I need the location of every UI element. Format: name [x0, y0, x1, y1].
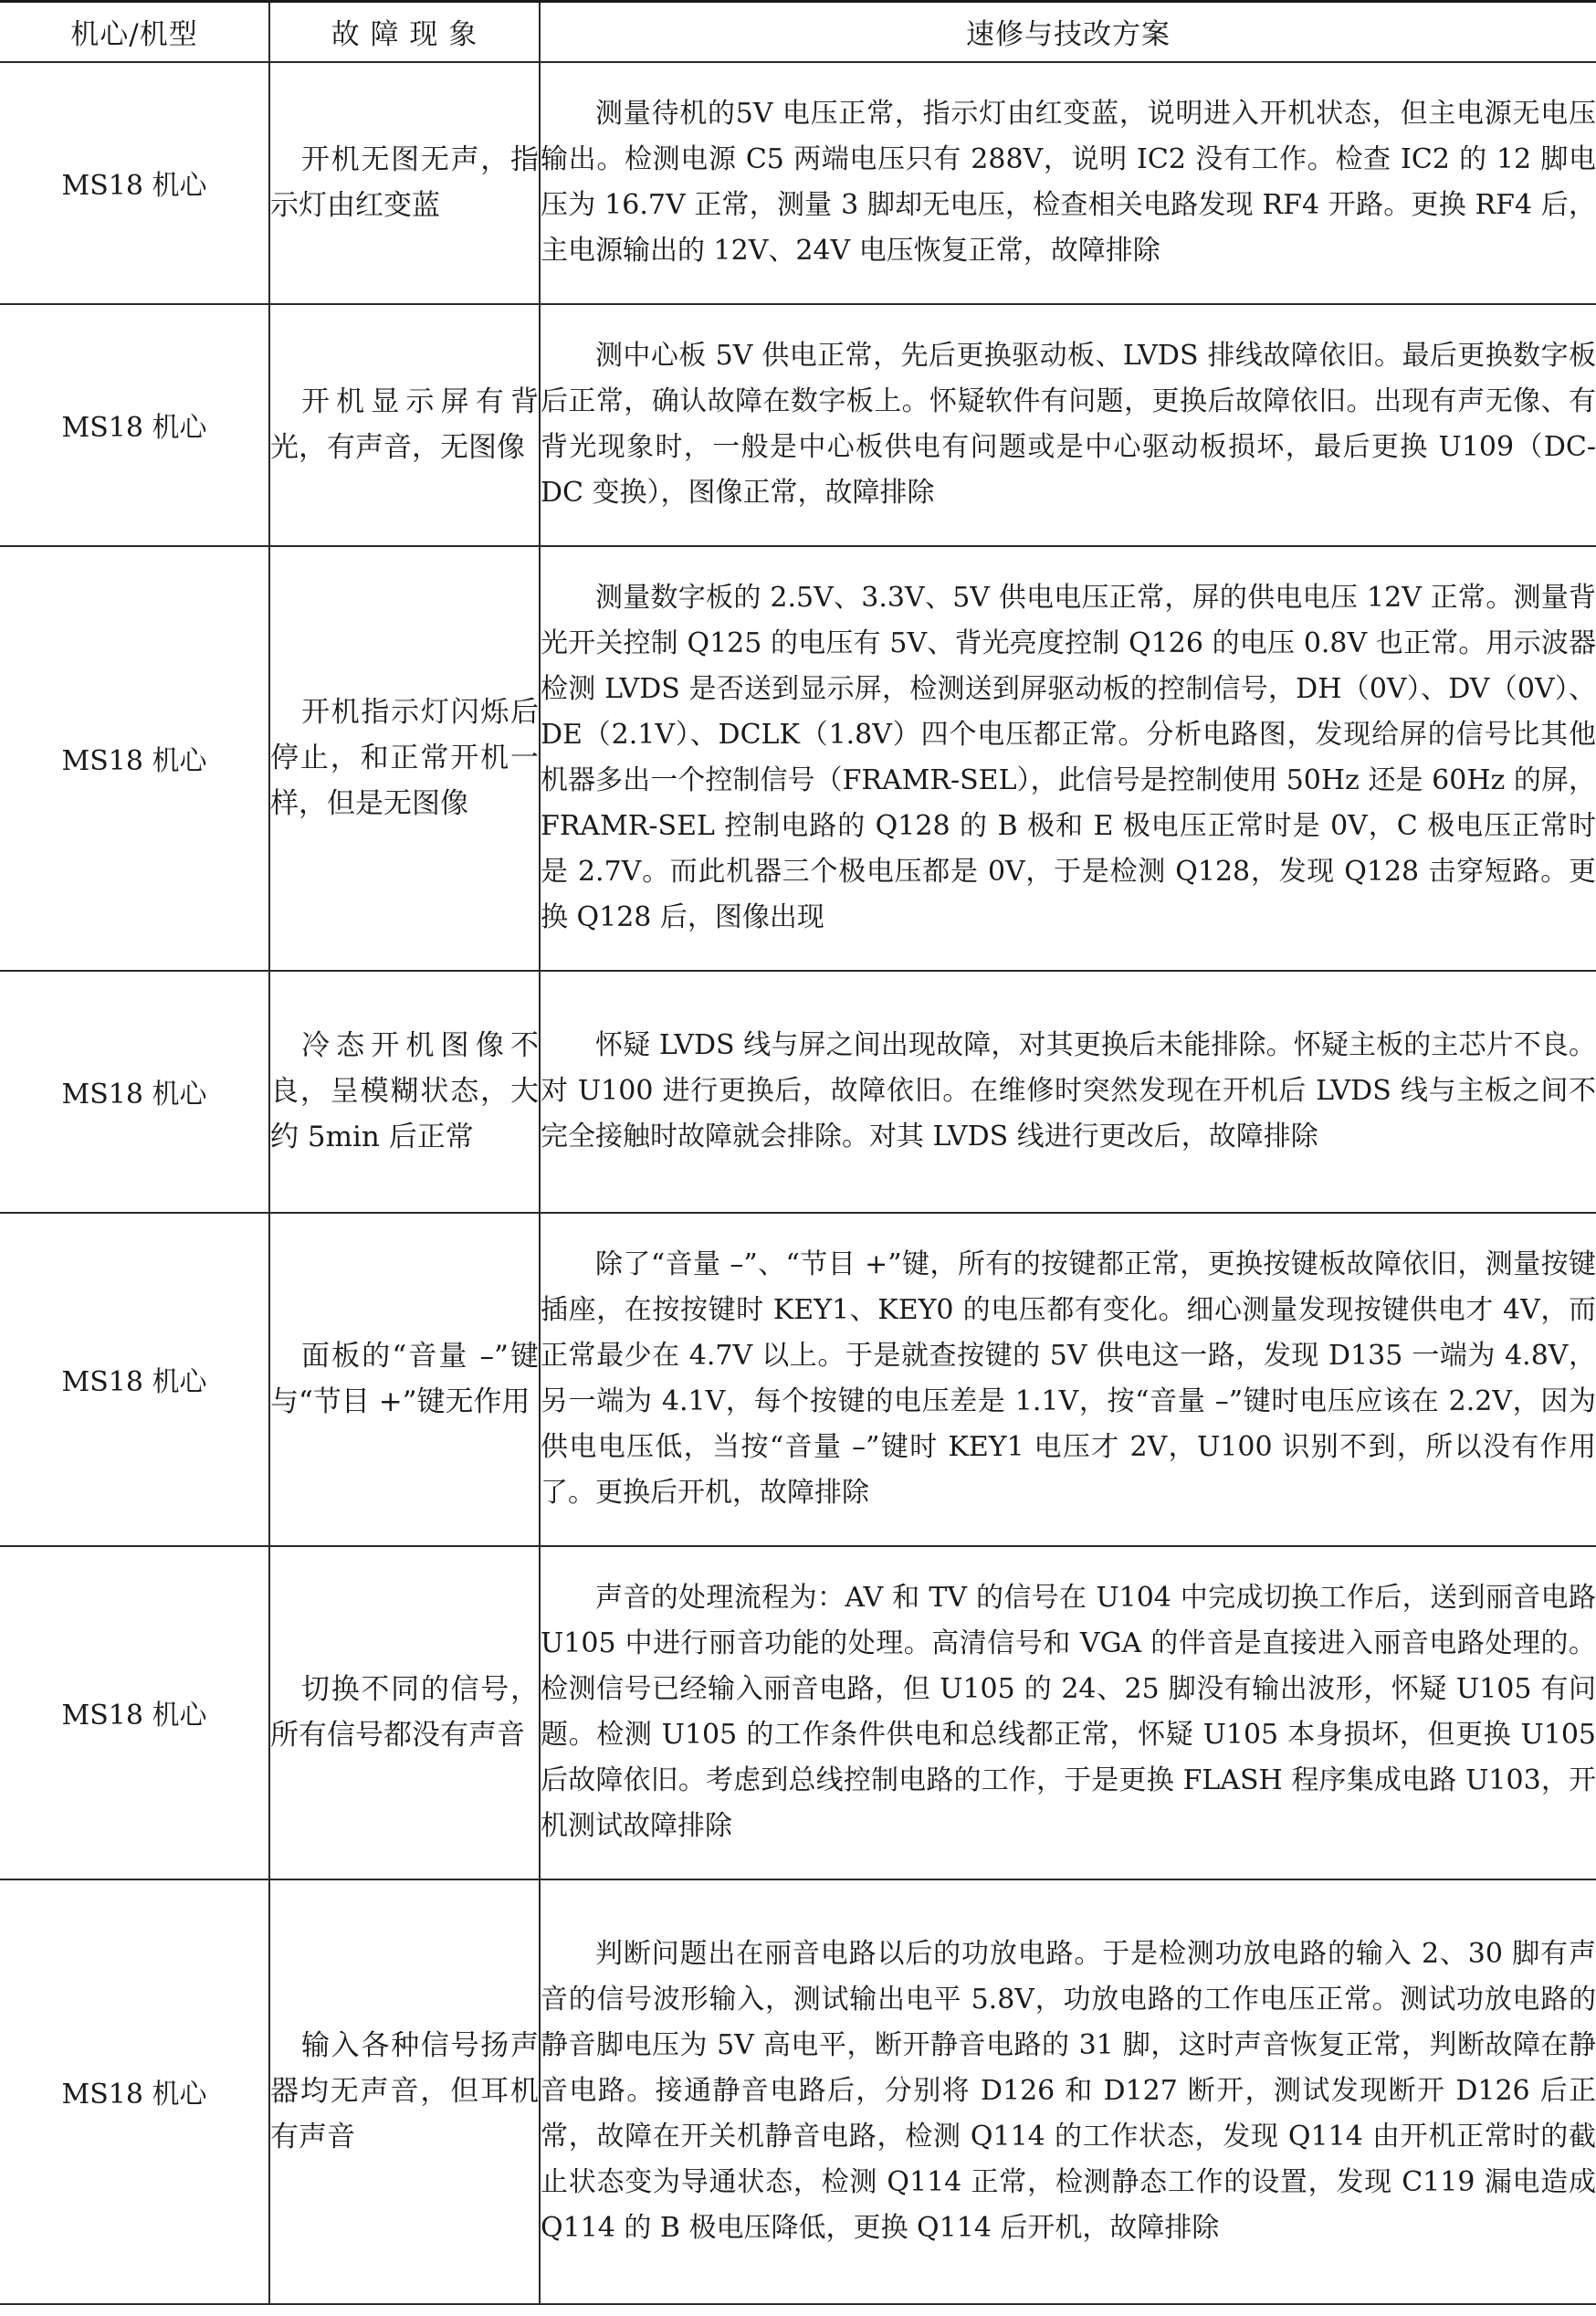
model-cell: MS18 机心 — [0, 62, 269, 304]
solution-cell: 测中心板 5V 供电正常，先后更换驱动板、LVDS 排线故障依旧。最后更换数字板后正常，确认故障在数字板上。怀疑软件有问题，更换后故障依旧。出现有声无像、有背光现象时，一般是中心板供电有问题或是中心驱动板损坏，最后更换 U109（DC-DC 变换），图像正常，故障排除 — [540, 304, 1596, 546]
solution-cell: 除了“音量 –”、“节目 +”键，所有的按键都正常，更换按键板故障依旧，测量按键插座，在按按键时 KEY1、KEY0 的电压都有变化。细心测量发现按键供电才 4V，而正常最少在 4.7V 以上。于是就查按键的 5V 供电这一路，发现 D135 一端为 4.8V，另一端为 4.1V，每个按键的电压差是 1.1V，按“音量 –”键时电压应该在 2.2V，因为供电电压低，当按“音量 –”键时 KEY1 电压才 2V，U100 识别不到，所以没有作用了。更换后开机，故障排除 — [540, 1213, 1596, 1546]
solution-cell: 判断问题出在丽音电路以后的功放电路。于是检测功放电路的输入 2、30 脚有声音的信号波形输入，测试输出电平 5.8V，功放电路的工作电压正常。测试功放电路的静音脚电压为 5V 高电平，断开静音电路的 31 脚，这时声音恢复正常，判断故障在静音电路。接通静音电路后，分别将 D126 和 D127 断开，测试发现断开 D126 后正常，故障在开关机静音电路，检测 Q114 的工作状态，发现 Q114 由开机正常时的截止状态变为导通状态，检测 Q114 正常，检测静态工作的设置，发现 C119 漏电造成 Q114 的 B 极电压降低，更换 Q114 后开机，故障排除 — [540, 1879, 1596, 2304]
table-body — [0, 62, 1596, 2304]
symptom-cell: 开机无图无声，指示灯由红变蓝 — [269, 62, 540, 304]
model-cell: MS18 机心 — [0, 546, 269, 971]
table-row — [0, 1879, 1596, 2304]
symptom-cell: 面板的“音量 –”键与“节目 +”键无作用 — [269, 1213, 540, 1546]
solution-cell: 测量数字板的 2.5V、3.3V、5V 供电电压正常，屏的供电电压 12V 正常。测量背光开关控制 Q125 的电压有 5V、背光亮度控制 Q126 的电压 0.8V 也正常。用示波器检测 LVDS 是否送到显示屏，检测送到屏驱动板的控制信号，DH（0V）、DV（0V）、DE（2.1V）、DCLK（1.8V）四个电压都正常。分析电路图，发现给屏的信号比其他机器多出一个控制信号（FRAMR-SEL），此信号是控制使用 50Hz 还是 60Hz 的屏，FRAMR-SEL 控制电路的 Q128 的 B 极和 E 极电压正常时是 0V，C 极电压正常时是 2.7V。而此机器三个极电压都是 0V，于是检测 Q128，发现 Q128 击穿短路。更换 Q128 后，图像出现 — [540, 546, 1596, 971]
symptom-cell: 开机指示灯闪烁后停止，和正常开机一样，但是无图像 — [269, 546, 540, 971]
symptom-cell: 切换不同的信号，所有信号都没有声音 — [269, 1546, 540, 1879]
symptom-cell: 开机显示屏有背光，有声音，无图像 — [269, 304, 540, 546]
table-row — [0, 546, 1596, 971]
solution-cell: 声音的处理流程为：AV 和 TV 的信号在 U104 中完成切换工作后，送到丽音电路 U105 中进行丽音功能的处理。高清信号和 VGA 的伴音是直接进入丽音电路处理的。检测信号已经输入丽音电路，但 U105 的 24、25 脚没有输出波形，怀疑 U105 有问题。检测 U105 的工作条件供电和总线都正常，怀疑 U105 本身损坏，但更换 U105 后故障依旧。考虑到总线控制电路的工作，于是更换 FLASH 程序集成电路 U103，开机测试故障排除 — [540, 1546, 1596, 1879]
model-cell: MS18 机心 — [0, 1879, 269, 2304]
model-cell: MS18 机心 — [0, 1213, 269, 1546]
model-cell: MS18 机心 — [0, 304, 269, 546]
model-cell: MS18 机心 — [0, 1546, 269, 1879]
header-row — [0, 2, 1596, 62]
table-row — [0, 1546, 1596, 1879]
table-row — [0, 62, 1596, 304]
symptom-cell: 冷态开机图像不良，呈模糊状态，大约 5min 后正常 — [269, 971, 540, 1213]
table-row — [0, 304, 1596, 546]
model-cell: MS18 机心 — [0, 971, 269, 1213]
header-symptom: 故 障 现 象 — [269, 2, 540, 62]
table-header — [0, 2, 1596, 62]
table-row — [0, 971, 1596, 1213]
symptom-cell: 输入各种信号扬声器均无声音，但耳机有声音 — [269, 1879, 540, 2304]
solution-cell: 怀疑 LVDS 线与屏之间出现故障，对其更换后未能排除。怀疑主板的主芯片不良。对 U100 进行更换后，故障依旧。在维修时突然发现在开机后 LVDS 线与主板之间不完全接触时故障就会排除。对其 LVDS 线进行更改后，故障排除 — [540, 971, 1596, 1213]
table-row — [0, 1213, 1596, 1546]
header-solution: 速修与技改方案 — [540, 2, 1596, 62]
header-model: 机心/机型 — [0, 2, 269, 62]
solution-cell: 测量待机的5V 电压正常，指示灯由红变蓝，说明进入开机状态，但主电源无电压输出。检测电源 C5 两端电压只有 288V，说明 IC2 没有工作。检查 IC2 的 12 脚电压为 16.7V 正常，测量 3 脚却无电压，检查相关电路发现 RF4 开路。更换 RF4 后，主电源输出的 12V、24V 电压恢复正常，故障排除 — [540, 62, 1596, 304]
